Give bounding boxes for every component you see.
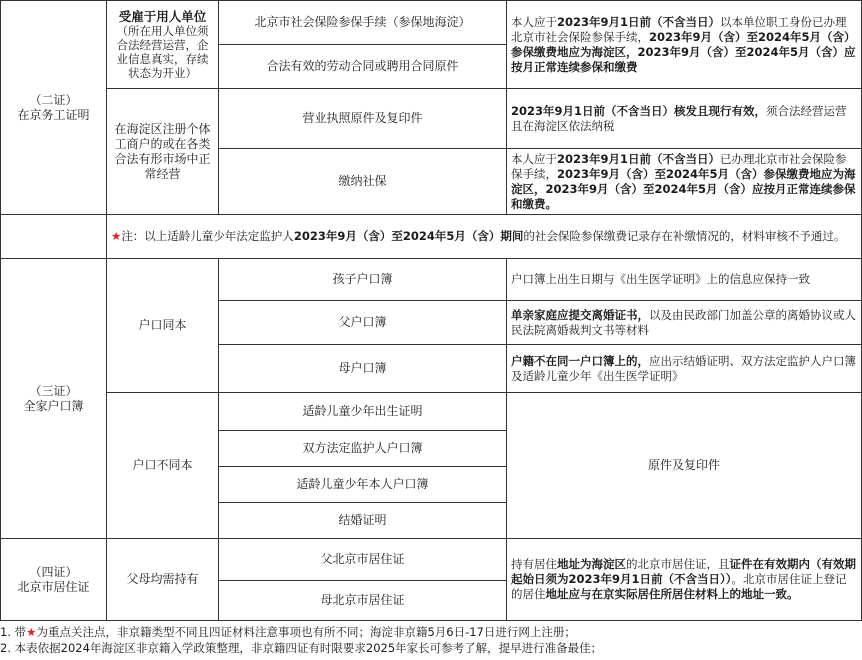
residence-note-part: 的北京市居住证，且 [626, 557, 730, 571]
table-row [1, 259, 862, 301]
residence-item: 父北京市居住证 [219, 539, 507, 581]
star-icon: ★ [111, 229, 122, 243]
footnote-part: 1. 带 [0, 625, 27, 639]
employer-note-period: 2023年9月（含）至2024年5月（含）参保缴费地应为海淀区，2023年9月（含）至2024年5月（含）应按月正常连续参保和缴费 [511, 29, 856, 74]
business-item-social: 缴纳社保 [219, 149, 507, 215]
business-item-license: 营业执照原件及复印件 [219, 89, 507, 149]
work-proof-name: 在京务工证明 [17, 107, 90, 122]
hukou-number: （三证） [29, 383, 78, 398]
footnote-2: 2. 本表依据2024年海淀区非京籍入学政策整理，非京籍四证有时限要求2025年家长可参考了解，提早进行准备最佳； [0, 641, 603, 655]
employer-note-part: 本人应于 [511, 14, 557, 29]
hukou-note-emph: 单亲家庭应提交离婚证书， [511, 307, 649, 322]
hukou-note-separate [507, 345, 862, 393]
employer-note-date: 2023年9月1日前（不含当日） [557, 14, 721, 29]
hukou-diff-label: 户口不同本 [107, 393, 219, 539]
residence-category [1, 539, 107, 621]
employer-item-social-insurance: 北京市社会保险参保手续（参保地海淀） [219, 1, 507, 45]
hukou-same-item: 孩子户口簿 [219, 259, 507, 301]
business-note-license [507, 89, 862, 149]
table-row [1, 539, 862, 581]
hukou-category [1, 259, 107, 539]
residence-number: （四证） [29, 564, 78, 579]
footnote-1 [0, 624, 862, 640]
hukou-diff-item: 适龄儿童少年本人户口簿 [219, 467, 507, 503]
warning-spacer [1, 215, 107, 259]
warning-period: 2023年9月（含）至2024年5月（含）期间 [293, 229, 524, 243]
hukou-diff-item: 双方法定监护人户口簿 [219, 431, 507, 467]
residence-note-part: 持有居住 [511, 557, 557, 571]
residence-label: 父母均需持有 [107, 539, 219, 621]
employer-cell [107, 1, 219, 89]
warning-part: 注：以上适龄儿童少年法定监护人 [121, 229, 294, 243]
employer-desc: （所在用人单位须合法经营运营，企业信息真实，存续状态为开业） [116, 24, 209, 80]
business-note-social [507, 149, 862, 215]
hukou-diff-item: 结婚证明 [219, 503, 507, 539]
work-proof-number: （二证） [29, 92, 78, 107]
hukou-diff-note: 原件及复印件 [507, 393, 862, 539]
star-icon: ★ [26, 625, 37, 639]
business-note-part: 已办理北京市社会保险参保手续， [511, 151, 847, 181]
employer-note-part: 以本单位职工身份已办理北京市社会保险参保手续， [511, 14, 847, 44]
footnotes [0, 624, 862, 656]
employer-title: 受雇于用人单位 [118, 9, 207, 24]
business-note-date: 2023年9月1日前（不含当日） [557, 151, 721, 166]
residence-note-part: 。北京市居住证上登记的居住 [511, 572, 847, 601]
hukou-note-single-parent [507, 301, 862, 345]
work-proof-category [1, 1, 107, 215]
business-note-part: 须合法经营运营且在海淀区依法纳税 [511, 103, 847, 133]
hukou-same-label: 户口同本 [107, 259, 219, 393]
residence-note-emph: 地址为海淀区 [557, 557, 626, 571]
employer-item-contract: 合法有效的劳动合同或聘用合同原件 [219, 45, 507, 89]
warning-part: 的社会保险参保缴费记录存在补缴情况的，材料审核不予通过。 [523, 229, 846, 243]
business-note-period: 2023年9月（含）至2024年5月（含）参保缴费地应为海淀区，2023年9月（含）至2024年5月（含）应按月正常连续参保和缴费。 [511, 166, 856, 211]
business-note-part: 本人应于 [511, 151, 557, 166]
hukou-name: 全家户口簿 [23, 398, 84, 413]
residence-note-emph: 证件在有效期内（有效期起始日须为2023年9月1日前（不含当日）） [511, 557, 856, 586]
hukou-note-part: 以及由民政部门加盖公章的离婚协议或人民法院离婚裁判文书等材料 [511, 307, 856, 337]
hukou-same-item: 母户口簿 [219, 345, 507, 393]
table-row [1, 393, 862, 431]
residence-name: 北京市居住证 [17, 579, 90, 594]
hukou-same-item: 父户口簿 [219, 301, 507, 345]
warning-note [107, 215, 862, 259]
hukou-diff-item: 适龄儿童少年出生证明 [219, 393, 507, 431]
hukou-note-emph: 户籍不在同一户口簿上的， [511, 353, 649, 368]
hukou-note-part: 应出示结婚证明、双方法定监护人户口簿及适龄儿童少年《出生医学证明》 [511, 353, 856, 383]
footnote-part: 为重点关注点，非京籍类型不同且四证材料注意事项也有所不同；海淀非京籍5月6日-17日进行网上注册； [36, 625, 576, 639]
employer-note [507, 1, 862, 89]
hukou-note-birthdate: 户口簿上出生日期与《出生医学证明》上的信息应保持一致 [507, 259, 862, 301]
table-row [1, 1, 862, 45]
residence-item: 母北京市居住证 [219, 581, 507, 621]
business-cell: 在海淀区注册个体工商户的或在各类合法有形市场中正常经营 [107, 89, 219, 215]
residence-note-emph: 地址应与在京实际居住所居住材料上的地址一致。 [545, 587, 799, 601]
table-row [1, 215, 862, 259]
residence-note [507, 539, 862, 621]
table-row [1, 89, 862, 149]
business-note-date: 2023年9月1日前（不含当日）核发且现行有效， [511, 103, 767, 118]
